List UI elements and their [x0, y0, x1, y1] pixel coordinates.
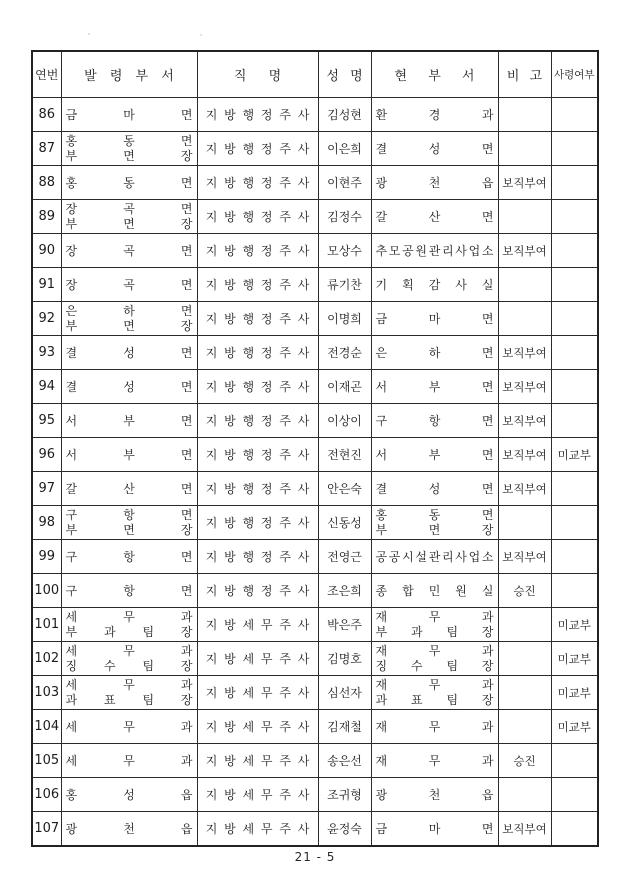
- dept-line: 징 수 팀 장: [375, 659, 494, 673]
- cell-name: 이은희: [318, 132, 371, 166]
- cell-title: 지 방 세 무 주 사: [197, 608, 318, 642]
- cell-no: 89: [32, 200, 61, 234]
- cell-title: 지 방 행 정 주 사: [197, 302, 318, 336]
- cell-current: [371, 438, 498, 472]
- cell-no: 102: [32, 642, 61, 676]
- cell-name: 전현진: [318, 438, 371, 472]
- dept-line: 추 모 공 원 관 리 사 업 소: [375, 243, 494, 258]
- dept-line: 구 항 면: [65, 583, 193, 598]
- cell-title: 지 방 행 정 주 사: [197, 574, 318, 608]
- table-row: [32, 404, 598, 438]
- dept-line: 서 부 면: [65, 447, 193, 462]
- dept-line: 세 무 과: [65, 644, 193, 658]
- dept-line: 부 과 팀 장: [375, 625, 494, 639]
- cell-current: [371, 574, 498, 608]
- cell-title: 지 방 세 무 주 사: [197, 744, 318, 778]
- table-row: [32, 710, 598, 744]
- dept-line: 재 무 과: [375, 610, 494, 624]
- dept-line: 과 표 팀 장: [65, 693, 193, 707]
- cell-note: [498, 778, 551, 812]
- cell-dept: [61, 676, 197, 710]
- cell-no: 104: [32, 710, 61, 744]
- table-row: [32, 540, 598, 574]
- cell-name: 모상수: [318, 234, 371, 268]
- cell-current: [371, 98, 498, 132]
- dept-line: 결 성 면: [375, 141, 494, 156]
- cell-issued: [551, 302, 598, 336]
- cell-current: [371, 132, 498, 166]
- cell-dept: [61, 166, 197, 200]
- table-row: [32, 574, 598, 608]
- cell-dept: [61, 710, 197, 744]
- cell-issued: [551, 200, 598, 234]
- header-issued: 사령여부: [551, 51, 598, 98]
- cell-title: 지 방 행 정 주 사: [197, 200, 318, 234]
- cell-issued: [551, 744, 598, 778]
- table-row: [32, 778, 598, 812]
- header-title: 직 명: [197, 51, 318, 98]
- cell-no: 95: [32, 404, 61, 438]
- cell-title: 지 방 세 무 주 사: [197, 676, 318, 710]
- cell-issued: 미교부: [551, 642, 598, 676]
- cell-current: [371, 744, 498, 778]
- cell-dept: [61, 302, 197, 336]
- cell-current: [371, 642, 498, 676]
- cell-no: 106: [32, 778, 61, 812]
- cell-name: 김재철: [318, 710, 371, 744]
- table-row: [32, 98, 598, 132]
- cell-dept: [61, 642, 197, 676]
- cell-title: 지 방 행 정 주 사: [197, 268, 318, 302]
- dept-line: 기 획 감 사 실: [375, 277, 494, 292]
- cell-title: 지 방 행 정 주 사: [197, 98, 318, 132]
- cell-note: 보직부여: [498, 540, 551, 574]
- cell-note: 보직부여: [498, 438, 551, 472]
- header-no: 연번: [32, 51, 61, 98]
- cell-title: 지 방 세 무 주 사: [197, 812, 318, 847]
- cell-name: 김정수: [318, 200, 371, 234]
- cell-issued: [551, 540, 598, 574]
- cell-no: 90: [32, 234, 61, 268]
- cell-current: [371, 336, 498, 370]
- cell-no: 103: [32, 676, 61, 710]
- table-row: [32, 472, 598, 506]
- header-name: 성 명: [318, 51, 371, 98]
- cell-name: 류기찬: [318, 268, 371, 302]
- cell-note: 보직부여: [498, 234, 551, 268]
- cell-issued: 미교부: [551, 438, 598, 472]
- cell-no: 97: [32, 472, 61, 506]
- cell-no: 99: [32, 540, 61, 574]
- cell-dept: [61, 404, 197, 438]
- cell-name: 송은선: [318, 744, 371, 778]
- cell-no: 92: [32, 302, 61, 336]
- cell-dept: [61, 98, 197, 132]
- dept-line: 서 부 면: [65, 413, 193, 428]
- cell-note: 승진: [498, 574, 551, 608]
- cell-dept: [61, 574, 197, 608]
- cell-issued: [551, 574, 598, 608]
- table-row: [32, 608, 598, 642]
- dept-line: 재 무 과: [375, 678, 494, 692]
- dept-line: 공 공 시 설 관 리 사 업 소: [375, 549, 494, 564]
- cell-note: [498, 132, 551, 166]
- dept-line: 홍 성 읍: [65, 787, 193, 802]
- cell-issued: [551, 98, 598, 132]
- cell-current: [371, 200, 498, 234]
- cell-title: 지 방 행 정 주 사: [197, 336, 318, 370]
- header-note: 비 고: [498, 51, 551, 98]
- dept-line: 갈 산 면: [65, 481, 193, 496]
- cell-name: 김명호: [318, 642, 371, 676]
- dept-line: 세 무 과: [65, 719, 193, 734]
- dept-line: 종 합 민 원 실: [375, 583, 494, 598]
- cell-no: 94: [32, 370, 61, 404]
- cell-note: 보직부여: [498, 404, 551, 438]
- dept-line: 금 마 면: [375, 311, 494, 326]
- cell-note: 보직부여: [498, 336, 551, 370]
- cell-note: [498, 710, 551, 744]
- appointment-table: [31, 50, 599, 847]
- cell-name: 이상이: [318, 404, 371, 438]
- table-row: [32, 132, 598, 166]
- table-row: [32, 438, 598, 472]
- dept-line: 과 표 팀 장: [375, 693, 494, 707]
- cell-no: 107: [32, 812, 61, 847]
- cell-issued: [551, 268, 598, 302]
- cell-dept: [61, 778, 197, 812]
- cell-title: 지 방 행 정 주 사: [197, 234, 318, 268]
- cell-current: [371, 710, 498, 744]
- cell-issued: [551, 506, 598, 540]
- cell-name: 김성현: [318, 98, 371, 132]
- cell-title: 지 방 세 무 주 사: [197, 710, 318, 744]
- cell-title: 지 방 행 정 주 사: [197, 404, 318, 438]
- cell-issued: [551, 132, 598, 166]
- table-row: [32, 302, 598, 336]
- cell-current: [371, 812, 498, 847]
- cell-note: 보직부여: [498, 472, 551, 506]
- cell-dept: [61, 132, 197, 166]
- cell-note: 보직부여: [498, 812, 551, 847]
- cell-current: [371, 268, 498, 302]
- cell-issued: [551, 234, 598, 268]
- cell-current: [371, 608, 498, 642]
- table-row: [32, 268, 598, 302]
- cell-note: [498, 302, 551, 336]
- dept-line: 부 면 장: [65, 217, 193, 231]
- cell-name: 조귀형: [318, 778, 371, 812]
- cell-no: 101: [32, 608, 61, 642]
- cell-dept: [61, 370, 197, 404]
- cell-dept: [61, 336, 197, 370]
- cell-dept: [61, 744, 197, 778]
- dept-line: 결 성 면: [65, 345, 193, 360]
- cell-issued: 미교부: [551, 676, 598, 710]
- table-row: [32, 744, 598, 778]
- cell-title: 지 방 행 정 주 사: [197, 438, 318, 472]
- cell-dept: [61, 506, 197, 540]
- dept-line: 세 무 과: [65, 753, 193, 768]
- table-row: [32, 812, 598, 847]
- cell-current: [371, 166, 498, 200]
- cell-note: [498, 642, 551, 676]
- table-row: [32, 370, 598, 404]
- table-body: [32, 98, 598, 847]
- dept-line: 갈 산 면: [375, 209, 494, 224]
- cell-no: 87: [32, 132, 61, 166]
- cell-title: 지 방 행 정 주 사: [197, 132, 318, 166]
- cell-name: 이명희: [318, 302, 371, 336]
- dept-line: 세 무 과: [65, 610, 193, 624]
- cell-name: 윤정숙: [318, 812, 371, 847]
- dept-line: 홍 동 면: [375, 508, 494, 522]
- header-current: 현 부 서: [371, 51, 498, 98]
- table-header: [32, 51, 598, 98]
- cell-dept: [61, 200, 197, 234]
- dept-line: 부 과 팀 장: [65, 625, 193, 639]
- dept-line: 구 항 면: [65, 549, 193, 564]
- cell-name: 전영근: [318, 540, 371, 574]
- dept-line: 광 천 읍: [375, 175, 494, 190]
- cell-title: 지 방 세 무 주 사: [197, 642, 318, 676]
- dept-line: 은 하 면: [65, 304, 193, 318]
- dept-line: 장 곡 면: [65, 243, 193, 258]
- cell-current: [371, 540, 498, 574]
- dept-line: 구 항 면: [375, 413, 494, 428]
- dept-line: 부 면 장: [375, 523, 494, 537]
- dept-line: 금 마 면: [375, 821, 494, 836]
- scan-speck: [200, 34, 202, 36]
- cell-name: 이재곤: [318, 370, 371, 404]
- cell-no: 88: [32, 166, 61, 200]
- cell-dept: [61, 234, 197, 268]
- table-row: [32, 166, 598, 200]
- cell-issued: [551, 336, 598, 370]
- cell-current: [371, 302, 498, 336]
- cell-current: [371, 370, 498, 404]
- cell-dept: [61, 812, 197, 847]
- cell-current: [371, 676, 498, 710]
- cell-name: 안은숙: [318, 472, 371, 506]
- dept-line: 장 곡 면: [65, 202, 193, 216]
- cell-name: 이현주: [318, 166, 371, 200]
- dept-line: 홍 동 면: [65, 134, 193, 148]
- header-dept: 발 령 부 서: [61, 51, 197, 98]
- table-row: [32, 506, 598, 540]
- cell-current: [371, 778, 498, 812]
- cell-current: [371, 404, 498, 438]
- dept-line: 서 부 면: [375, 447, 494, 462]
- cell-dept: [61, 540, 197, 574]
- header-row: [32, 51, 598, 98]
- cell-no: 98: [32, 506, 61, 540]
- dept-line: 환 경 과: [375, 107, 494, 122]
- cell-issued: [551, 404, 598, 438]
- cell-issued: [551, 472, 598, 506]
- dept-line: 광 천 읍: [65, 821, 193, 836]
- cell-note: 보직부여: [498, 370, 551, 404]
- cell-no: 100: [32, 574, 61, 608]
- cell-dept: [61, 268, 197, 302]
- table-row: [32, 234, 598, 268]
- cell-name: 조은희: [318, 574, 371, 608]
- cell-note: [498, 98, 551, 132]
- cell-title: 지 방 행 정 주 사: [197, 472, 318, 506]
- cell-issued: [551, 778, 598, 812]
- cell-note: [498, 506, 551, 540]
- cell-note: [498, 200, 551, 234]
- cell-current: [371, 506, 498, 540]
- table-row: [32, 200, 598, 234]
- cell-issued: 미교부: [551, 608, 598, 642]
- cell-note: 보직부여: [498, 166, 551, 200]
- cell-current: [371, 472, 498, 506]
- cell-title: 지 방 행 정 주 사: [197, 370, 318, 404]
- cell-note: 승진: [498, 744, 551, 778]
- dept-line: 장 곡 면: [65, 277, 193, 292]
- page-number: 21 - 5: [294, 850, 336, 864]
- cell-dept: [61, 608, 197, 642]
- scan-speck: [88, 33, 90, 35]
- cell-no: 105: [32, 744, 61, 778]
- table-row: [32, 336, 598, 370]
- dept-line: 부 면 장: [65, 319, 193, 333]
- table-row: [32, 642, 598, 676]
- dept-line: 재 무 과: [375, 753, 494, 768]
- dept-line: 재 무 과: [375, 719, 494, 734]
- cell-note: [498, 268, 551, 302]
- dept-line: 부 면 장: [65, 523, 193, 537]
- dept-line: 결 성 면: [65, 379, 193, 394]
- cell-note: [498, 676, 551, 710]
- cell-issued: [551, 812, 598, 847]
- cell-issued: [551, 370, 598, 404]
- cell-no: 86: [32, 98, 61, 132]
- table-row: [32, 676, 598, 710]
- cell-no: 91: [32, 268, 61, 302]
- cell-title: 지 방 행 정 주 사: [197, 166, 318, 200]
- cell-name: 박은주: [318, 608, 371, 642]
- cell-issued: 미교부: [551, 710, 598, 744]
- cell-title: 지 방 세 무 주 사: [197, 778, 318, 812]
- cell-title: 지 방 행 정 주 사: [197, 506, 318, 540]
- dept-line: 세 무 과: [65, 678, 193, 692]
- cell-dept: [61, 472, 197, 506]
- dept-line: 징 수 팀 장: [65, 659, 193, 673]
- dept-line: 부 면 장: [65, 149, 193, 163]
- cell-issued: [551, 166, 598, 200]
- dept-line: 서 부 면: [375, 379, 494, 394]
- cell-current: [371, 234, 498, 268]
- cell-note: [498, 608, 551, 642]
- dept-line: 광 천 읍: [375, 787, 494, 802]
- cell-name: 신동성: [318, 506, 371, 540]
- dept-line: 홍 동 면: [65, 175, 193, 190]
- cell-name: 심선자: [318, 676, 371, 710]
- dept-line: 금 마 면: [65, 107, 193, 122]
- cell-no: 93: [32, 336, 61, 370]
- cell-no: 96: [32, 438, 61, 472]
- cell-dept: [61, 438, 197, 472]
- dept-line: 재 무 과: [375, 644, 494, 658]
- dept-line: 구 항 면: [65, 508, 193, 522]
- cell-title: 지 방 행 정 주 사: [197, 540, 318, 574]
- dept-line: 결 성 면: [375, 481, 494, 496]
- cell-name: 전경순: [318, 336, 371, 370]
- dept-line: 은 하 면: [375, 345, 494, 360]
